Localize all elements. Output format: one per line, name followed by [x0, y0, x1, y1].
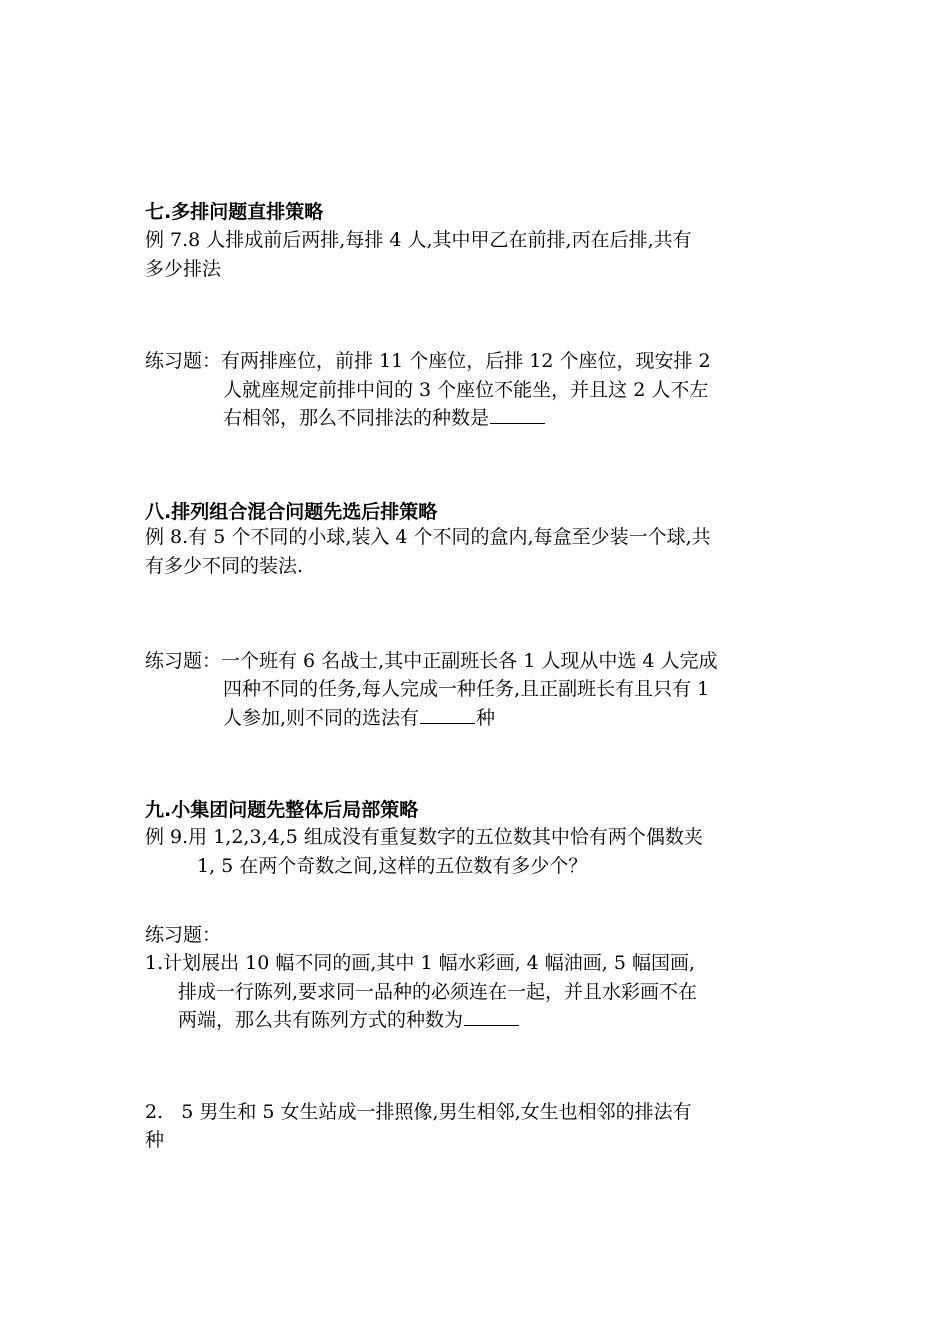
example-9-line-1: 例 9.用 1,2,3,4,5 组成没有重复数字的五位数其中恰有两个偶数夹: [145, 826, 703, 848]
example-9-line-2: 1, 5 在两个奇数之间,这样的五位数有多少个？: [197, 855, 588, 877]
practice-8-line-3-text: 人参加,则不同的选法有: [223, 707, 420, 729]
practice-8-line-3-suffix: 种: [476, 707, 496, 729]
practice-7-line-3-text: 右相邻，那么不同排法的种数是: [223, 407, 490, 429]
example-8-line-1: 例 8.有 5 个不同的小球,装入 4 个不同的盒内,每盒至少装一个球,共: [145, 526, 711, 548]
practice-9-1-line-3: [178, 1005, 520, 1035]
practice-8-line-3: [223, 703, 495, 733]
practice-8-line-1: 练习题：一个班有 6 名战士,其中正副班长各 1 人现从中选 4 人完成: [145, 650, 718, 672]
answer-blank: [464, 1005, 519, 1026]
answer-blank: [420, 703, 475, 724]
practice-7-line-2: 人就座规定前排中间的 3 个座位不能坐，并且这 2 人不左: [223, 379, 709, 401]
practice-8-line-2: 四种不同的任务,每人完成一种任务,且正副班长有且只有 1: [223, 678, 710, 700]
practice-9-1-line-3-text: 两端，那么共有陈列方式的种数为: [178, 1009, 464, 1031]
section-7-heading: 七.多排问题直排策略: [145, 201, 324, 223]
practice-9-2-line-2: 种: [145, 1129, 165, 1151]
example-7-line-1: 例 7.8 人排成前后两排,每排 4 人,其中甲乙在前排,丙在后排,共有: [145, 229, 692, 251]
practice-7-line-1: 练习题：有两排座位，前排 11 个座位，后排 12 个座位，现安排 2: [145, 350, 711, 372]
example-8-line-2: 有多少不同的装法.: [145, 555, 304, 577]
practice-9-title: 练习题：: [145, 924, 222, 946]
practice-9-1-line-1: 1.计划展出 10 幅不同的画,其中 1 幅水彩画, 4 幅油画, 5 幅国画,: [145, 952, 696, 974]
practice-9-2-line-1: 2. 5 男生和 5 女生站成一排照像,男生相邻,女生也相邻的排法有: [145, 1101, 692, 1123]
section-9-heading: 九.小集团问题先整体后局部策略: [145, 799, 419, 821]
practice-7-line-3: [223, 403, 546, 433]
practice-9-1-line-2: 排成一行陈列,要求同一品种的必须连在一起，并且水彩画不在: [178, 981, 698, 1003]
section-8-heading: 八.排列组合混合问题先选后排策略: [145, 501, 438, 523]
example-7-line-2: 多少排法: [145, 258, 222, 280]
answer-blank: [490, 403, 545, 424]
